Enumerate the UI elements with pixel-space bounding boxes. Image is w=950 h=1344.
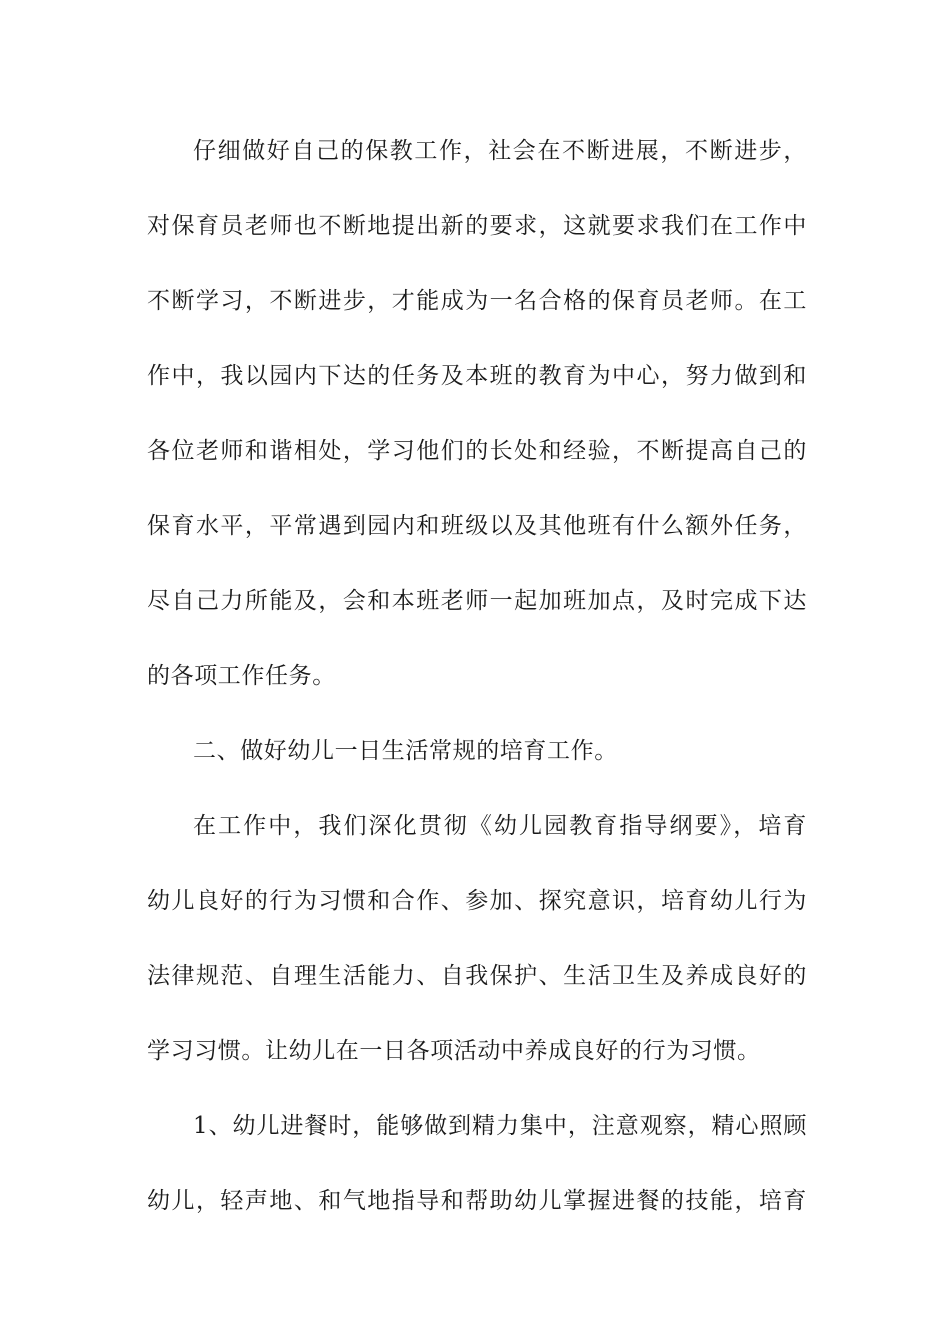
text-line: 在工作中，我们深化贯彻《幼儿园教育指导纲要》，培育: [193, 813, 807, 839]
text-line: 幼儿良好的行为习惯和合作、参加、探究意识，培育幼儿行为: [147, 888, 807, 914]
text-line: 对保育员老师也不断地提出新的要求，这就要求我们在工作中: [147, 213, 807, 239]
text-line: 幼儿，轻声地、和气地指导和帮助幼儿掌握进餐的技能，培育: [147, 1188, 807, 1214]
text-line: 作中，我以园内下达的任务及本班的教育为中心，努力做到和: [147, 363, 807, 389]
section-heading: 二、做好幼儿一日生活常规的培育工作。: [193, 738, 618, 764]
text-line: 1、幼儿进餐时，能够做到精力集中，注意观察，精心照顾: [193, 1113, 807, 1139]
text-line: 尽自己力所能及，会和本班老师一起加班加点，及时完成下达: [147, 588, 807, 614]
text-line: 学习习惯。让幼儿在一日各项活动中养成良好的行为习惯。: [147, 1038, 761, 1064]
text-line: 各位老师和谐相处，学习他们的长处和经验，不断提高自己的: [147, 438, 807, 464]
text-line: 仔细做好自己的保教工作，社会在不断进展，不断进步，: [193, 138, 807, 164]
text-line: 不断学习，不断进步，才能成为一名合格的保育员老师。在工: [147, 288, 807, 314]
text-line: 保育水平，平常遇到园内和班级以及其他班有什么额外任务，: [147, 513, 807, 539]
text-line: 法律规范、自理生活能力、自我保护、生活卫生及养成良好的: [147, 963, 807, 989]
document-body: [147, 128, 807, 1253]
text-line: 的各项工作任务。: [147, 663, 336, 689]
